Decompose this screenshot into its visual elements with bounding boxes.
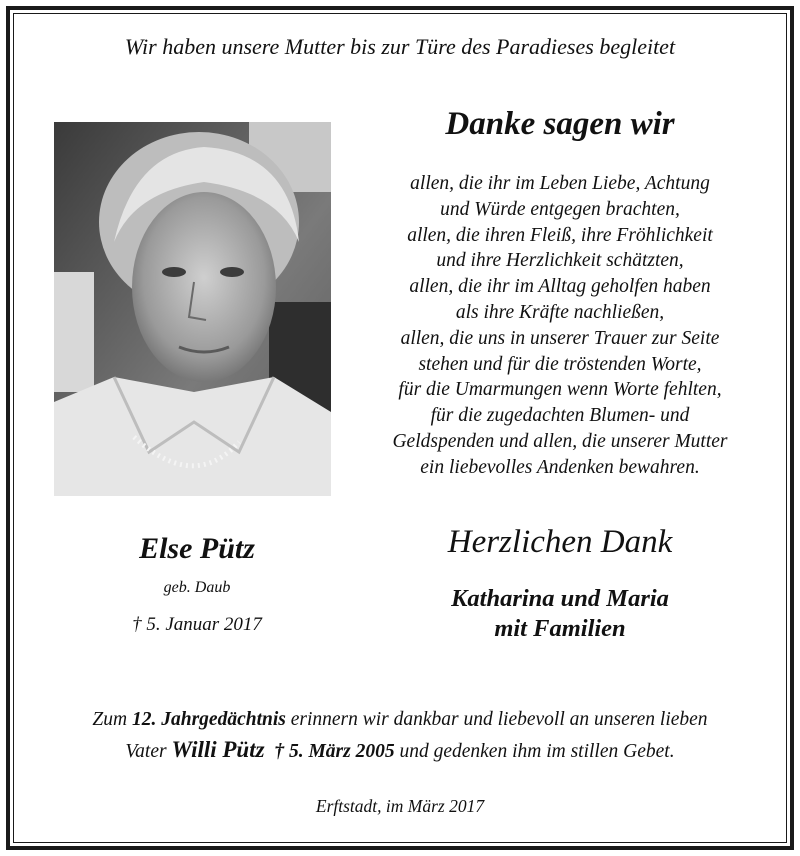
memorial-anniversary: 12. Jahrgedächtnis — [131, 709, 286, 730]
thanks-line: allen, die ihr im Alltag geholfen haben — [409, 276, 711, 298]
thanks-line: für die zugedachten Blumen- und — [430, 405, 690, 427]
memorial-line-2 — [0, 735, 800, 767]
memorial-father-death: † 5. März 2005 — [274, 741, 395, 762]
place-date: Erftstadt, im März 2017 — [315, 796, 485, 816]
thanks-title: Danke sagen wir — [445, 106, 675, 142]
memorial-text — [0, 705, 800, 767]
deceased-birth-name: geb. Daub — [163, 579, 231, 596]
header-line: Wir haben unsere Mutter bis zur Türe des Paradieses begleitet — [124, 34, 676, 59]
portrait-photo — [54, 122, 331, 496]
deceased-name: Else Pütz — [139, 532, 255, 565]
thanks-line: ein liebevolles Andenken bewahren. — [420, 456, 700, 478]
memorial-text-part: Zum — [92, 709, 132, 730]
memorial-line-1 — [0, 705, 800, 735]
family-line-2: mit Familien — [494, 615, 626, 642]
thanks-text — [330, 171, 790, 481]
memorial-text-part: und gedenken ihm im stillen Gebet. — [394, 741, 675, 762]
thanks-line: als ihre Kräfte nachließen, — [455, 301, 665, 323]
thanks-line: und ihre Herzlichkeit schätzten, — [436, 250, 684, 272]
thanks-line: allen, die ihr im Leben Liebe, Achtung — [410, 173, 710, 194]
closing-thanks: Herzlichen Dank — [447, 524, 673, 560]
memorial-text-part: erinnern wir dankbar und liebevoll an unseren lieben — [285, 709, 708, 730]
memorial-text-part: Vater — [125, 741, 172, 762]
thanks-line: für die Umarmungen wenn Worte fehlten, — [398, 379, 722, 401]
family-signature — [360, 584, 760, 644]
thanks-line: stehen und für die tröstenden Worte, — [418, 353, 702, 375]
thanks-line: Geldspenden und allen, die unserer Mutter — [392, 430, 728, 452]
portrait-photo-icon — [54, 122, 331, 496]
thanks-line: allen, die ihren Fleiß, ihre Fröhlichkeit — [407, 224, 713, 246]
thanks-line: und Würde entgegen brachten, — [440, 198, 680, 220]
deceased-death-date: † 5. Januar 2017 — [132, 614, 262, 635]
family-line-1: Katharina und Maria — [451, 585, 669, 612]
memorial-father-name: Willi Pütz — [171, 737, 265, 762]
thanks-line: allen, die uns in unserer Trauer zur Seite — [400, 327, 720, 349]
